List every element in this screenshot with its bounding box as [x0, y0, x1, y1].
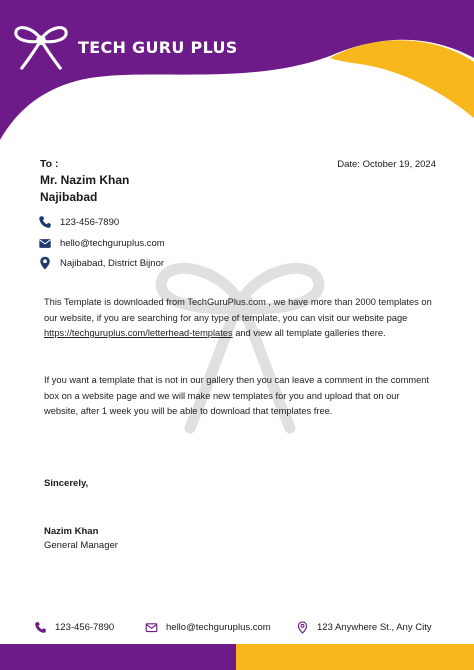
footer-band — [0, 644, 474, 670]
footer-phone-item — [34, 621, 114, 634]
bow-icon — [12, 22, 70, 72]
footer-address-item — [296, 621, 432, 634]
brand — [12, 22, 238, 72]
footer-contact — [0, 621, 474, 637]
letter-date: Date: October 19, 2024 — [337, 159, 436, 170]
recipient-address: Najibabad, District Bijnor — [60, 257, 165, 269]
envelope-icon — [38, 236, 52, 250]
footer-phone: 123-456-7890 — [55, 622, 115, 633]
footer-email-item — [145, 621, 271, 634]
location-pin-icon — [38, 256, 52, 270]
footer-email: hello@techguruplus.com — [166, 622, 271, 633]
para1-text: This Template is downloaded from TechGuruPlus.com , we have more than 2000 templates on our website, if you are searching for any type of template, you can visit our website page — [44, 297, 432, 323]
body-paragraph-2: If you want a template that is not in our gallery then you can leave a comment in the comment box on a website page and we will make new templates for you and upload that on our website, after 1 week you will be able to download that templates free. — [44, 375, 429, 416]
recipient-email: hello@techguruplus.com — [60, 237, 165, 249]
recipient-address-row — [38, 256, 164, 270]
location-pin-icon — [296, 621, 309, 634]
envelope-icon — [145, 621, 158, 634]
recipient-email-row — [38, 236, 165, 250]
recipient-phone: 123-456-7890 — [60, 216, 120, 228]
recipient-name: Mr. Nazim Khan — [40, 173, 130, 187]
footer-address: 123 Anywhere St., Any City — [317, 622, 432, 633]
recipient-phone-row — [38, 215, 119, 229]
body-paragraph-1 — [44, 295, 436, 342]
phone-icon — [34, 621, 47, 634]
brand-name: TECH GURU PLUS — [78, 37, 238, 57]
para1-text-end: and view all template galleries there. — [232, 328, 386, 338]
closing: Sincerely, — [44, 478, 89, 489]
signer-title: General Manager — [44, 540, 118, 551]
to-label: To : — [40, 158, 59, 170]
signer-name: Nazim Khan — [44, 526, 99, 537]
phone-icon — [38, 215, 52, 229]
letterhead-templates-link[interactable]: https://techguruplus.com/letterhead-templates — [44, 328, 233, 338]
recipient-city: Najibabad — [40, 190, 98, 204]
